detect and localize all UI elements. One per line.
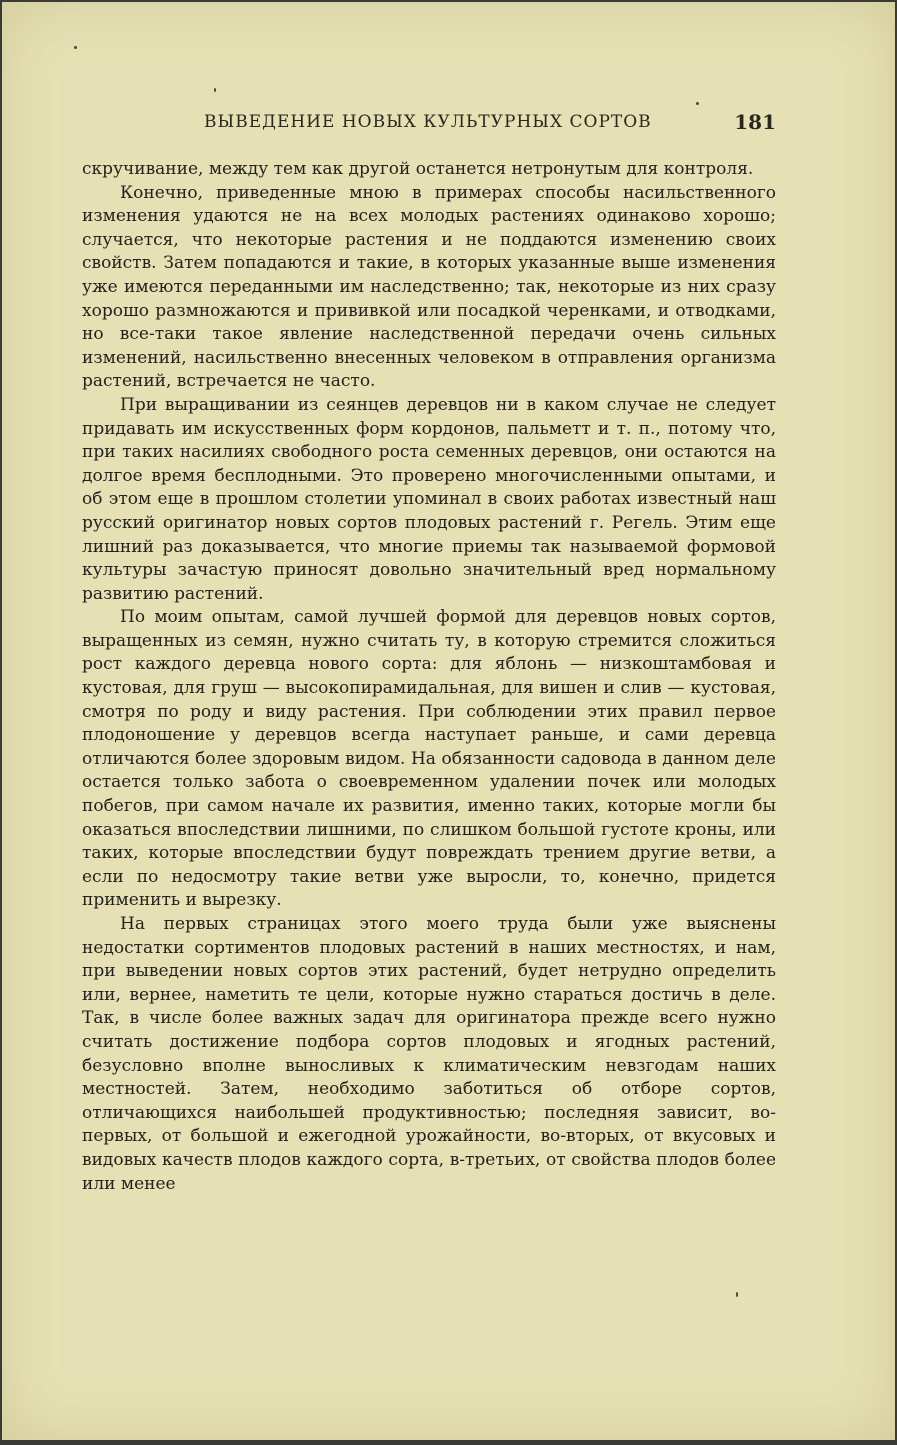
book-page: [2, 2, 895, 1440]
paragraph: При выращивании из сеянцев деревцов ни в каком случае не следует придавать им искусственных форм кордонов, пальметт и т. п., потому что, при таких насилиях свободного роста семенных деревцов, они остаются на долгое время бесплодными. Это проверено многочисленными опытами, и об этом еще в прошлом столетии упоминал в своих работах известный наш русский оригинатор новых сортов плодовых растений г. Регель. Этим еще лишний раз доказывается, что многие приемы так называемой формовой культуры зачастую приносят довольно значительный вред нормальному развитию растений.: [82, 394, 776, 604]
page-number: 181: [734, 110, 776, 134]
paragraph: По моим опытам, самой лучшей формой для деревцов новых сортов, выращенных из семян, нужно считать ту, в которую стремится сложиться рост каждого деревца нового сорта: для яблонь — низкоштамбовая и кустовая, для груш — высокопирамидальная, для вишен и слив — кустовая, смотря по роду и виду растения. При соблюдении этих правил первое плодоношение у деревцов всегда наступает раньше, и сами деревца отличаются более здоровым видом. На обязанности садовода в данном деле остается только забота о своевременном удалении почек или молодых побегов, при самом начале их развития, именно таких, которые могли бы оказаться впоследствии лишними, по слишком большой густоте кроны, или таких, которые впоследствии будут повреждать трением другие ветви, а если по недосмотру такие ветви уже выросли, то, конечно, придется применить и вырезку.: [82, 607, 776, 911]
paragraph: Конечно, приведенные мною в примерах способы насильственного изменения удаются не на всех молодых растениях одинаково хорошо; случается, что некоторые растения и не поддаются изменению своих свойств. Затем попадаются и такие, в которых указанные выше изменения уже имеются переданными им наследственно; так, некоторые из них сразу хорошо размножаются и прививкой или посадкой черенками, и отводками, но все-таки такое явление наследственной передачи очень сильных изменений, насильственно внесенных человеком в отправления организма растений, встречается не часто.: [82, 182, 776, 392]
paper-speck: [214, 88, 216, 92]
paper-speck: [736, 1292, 738, 1297]
paper-speck: [74, 46, 77, 49]
paragraph: На первых страницах этого моего труда были уже выяснены недостатки сортиментов плодовых растений в наших местностях, и нам, при выведении новых сортов этих растений, будет нетрудно определить или, вернее, наметить те цели, которые нужно стараться достичь в деле. Так, в числе более важных задач для оригинатора прежде всего нужно считать достижение подбора сортов плодовых и ягодных растений, безусловно вполне выносливых к климатическим невзгодам наших местностей. Затем, необходимо заботиться об отборе сортов, отличающихся наибольшей продуктивностью; последняя зависит, во-первых, от большой и ежегодной урожайности, во-вторых, от вкусовых и видовых качеств плодов каждого сорта, в-третьих, от свойства плодов более или менее: [82, 914, 776, 1194]
chapter-title: ВЫВЕДЕНИЕ НОВЫХ КУЛЬТУРНЫХ СОРТОВ: [204, 112, 652, 132]
running-header: [82, 110, 778, 140]
paper-speck: [696, 102, 699, 105]
paragraph-continuation: скручивание, между тем как другой останется нетронутым для контроля.: [82, 159, 754, 179]
body-text: [82, 158, 776, 1196]
